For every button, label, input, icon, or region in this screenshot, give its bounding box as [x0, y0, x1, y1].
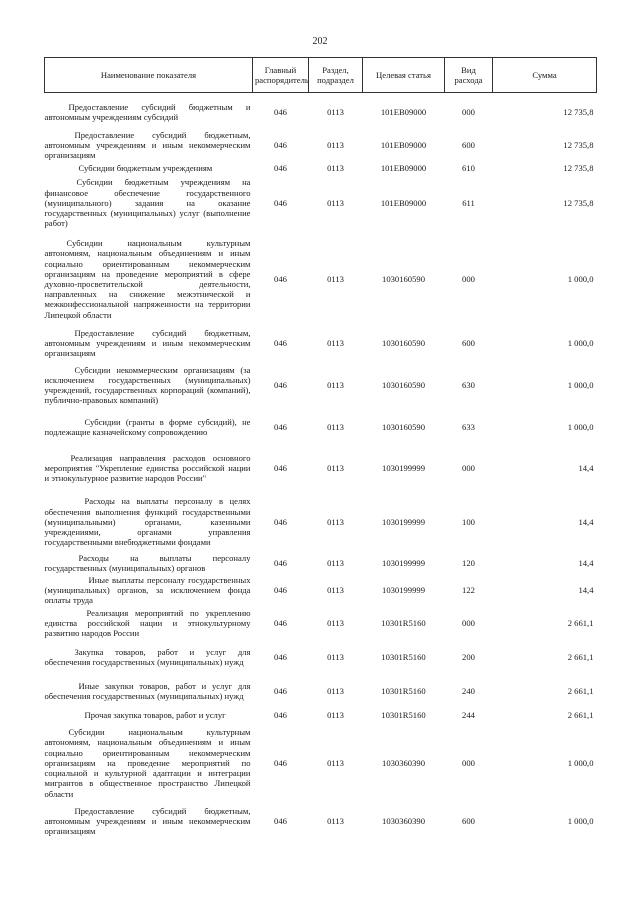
table-row	[45, 410, 597, 444]
row-article: 101EB09000	[380, 139, 427, 150]
row-section: 0113	[327, 757, 344, 768]
row-name: Расходы на выплаты персоналу государственных (муниципальных) органов	[44, 552, 251, 573]
row-grbs: 046	[274, 337, 287, 348]
row-article: 10301R5160	[381, 651, 426, 662]
row-vid: 240	[462, 685, 475, 696]
row-sum: 1 000,0	[567, 757, 594, 768]
row-name: Иные закупки товаров, работ и услуг для обеспечения государственных (муниципальных) нужд	[44, 680, 251, 701]
row-grbs: 046	[274, 685, 287, 696]
row-sum: 1 000,0	[567, 337, 594, 348]
row-section: 0113	[327, 685, 344, 696]
table-row	[45, 722, 597, 804]
row-sum: 2 661,1	[567, 709, 594, 720]
row-sum: 14,4	[578, 557, 594, 568]
row-grbs: 046	[274, 516, 287, 527]
row-vid: 122	[462, 584, 475, 595]
row-section: 0113	[327, 162, 344, 173]
row-name: Субсидии национальным культурным автономиям, национальным объединениям и иным социально ориентированным некоммерческим организациям на проведение мероприятий в сфере духовно-просветительской деятельности, направленных на снижение межэтнической и межконфессиональной напряженности на территории Липецкой области	[44, 238, 251, 320]
row-name: Расходы на выплаты персоналу в целях обеспечения выполнения функций государственными (муниципальными) органами, казенными учреждениями, органами управления государственными внебюджетными фондами	[44, 496, 251, 548]
table-row	[45, 444, 597, 492]
row-sum: 2 661,1	[567, 651, 594, 662]
row-grbs: 046	[274, 139, 287, 150]
table-row	[45, 232, 597, 326]
table-header	[45, 58, 597, 93]
row-section: 0113	[327, 106, 344, 117]
row-article: 101EB09000	[380, 162, 427, 173]
header-section: Раздел, подраздел	[309, 58, 363, 93]
row-grbs: 046	[274, 651, 287, 662]
row-article: 1030199999	[382, 516, 425, 527]
table-row	[45, 606, 597, 640]
row-article: 1030160590	[382, 379, 425, 390]
row-section: 0113	[327, 557, 344, 568]
row-article: 1030199999	[382, 557, 425, 568]
header-sum: Сумма	[493, 58, 597, 93]
row-article: 1030360390	[382, 757, 425, 768]
table-body	[45, 93, 597, 839]
row-sum: 12 735,8	[563, 197, 594, 208]
row-section: 0113	[327, 379, 344, 390]
row-name: Реализация мероприятий по укреплению единства российской нации и этнокультурному развитию народов России	[44, 607, 251, 639]
row-vid: 000	[462, 617, 475, 628]
table-row	[45, 708, 597, 722]
row-name: Прочая закупка товаров, работ и услуг	[84, 709, 226, 720]
row-vid: 120	[462, 557, 475, 568]
table-row	[45, 674, 597, 708]
row-section: 0113	[327, 197, 344, 208]
header-vid: Вид расхода	[445, 58, 493, 93]
row-name: Предоставление субсидий бюджетным, автономным учреждениям и иным некоммерческим организациям	[44, 327, 251, 359]
budget-table	[44, 57, 597, 838]
table-row	[45, 492, 597, 552]
row-sum: 12 735,8	[563, 162, 594, 173]
row-article: 1030360390	[382, 815, 425, 826]
row-vid: 610	[462, 162, 475, 173]
header-grbs: Главный распорядитель	[253, 58, 309, 93]
row-section: 0113	[327, 273, 344, 284]
row-vid: 244	[462, 709, 475, 720]
row-article: 10301R5160	[381, 709, 426, 720]
row-grbs: 046	[274, 106, 287, 117]
table-row	[45, 174, 597, 232]
row-article: 10301R5160	[381, 685, 426, 696]
row-section: 0113	[327, 584, 344, 595]
table-row	[45, 360, 597, 410]
table-row	[45, 128, 597, 162]
row-sum: 14,4	[578, 516, 594, 527]
row-grbs: 046	[274, 617, 287, 628]
row-grbs: 046	[274, 379, 287, 390]
row-grbs: 046	[274, 815, 287, 826]
table-row	[45, 640, 597, 674]
row-name: Субсидии некоммерческим организациям (за исключением государственных (муниципальных) учреждений, государственных корпораций (компаний), публично-правовых компаний)	[44, 364, 251, 406]
page-number: 202	[312, 36, 328, 47]
row-vid: 633	[462, 421, 475, 432]
row-name: Предоставление субсидий бюджетным и автономным учреждениям субсидий	[44, 101, 251, 122]
row-sum: 12 735,8	[563, 106, 594, 117]
row-grbs: 046	[274, 557, 287, 568]
row-section: 0113	[327, 139, 344, 150]
row-name: Субсидии (гранты в форме субсидий), не подлежащие казначейскому сопровождению	[44, 416, 251, 437]
row-name: Предоставление субсидий бюджетным, автономным учреждениям и иным некоммерческим организациям	[44, 805, 251, 837]
table-row	[45, 326, 597, 360]
row-article: 101EB09000	[380, 106, 427, 117]
row-section: 0113	[327, 516, 344, 527]
row-sum: 1 000,0	[567, 815, 594, 826]
row-grbs: 046	[274, 709, 287, 720]
row-grbs: 046	[274, 584, 287, 595]
row-vid: 611	[462, 197, 475, 208]
row-grbs: 046	[274, 162, 287, 173]
row-article: 1030199999	[382, 584, 425, 595]
row-section: 0113	[327, 421, 344, 432]
row-sum: 1 000,0	[567, 273, 594, 284]
row-sum: 1 000,0	[567, 421, 594, 432]
table-row	[45, 162, 597, 174]
row-vid: 630	[462, 379, 475, 390]
table-row	[45, 804, 597, 838]
row-sum: 14,4	[578, 462, 594, 473]
header-article: Целевая статья	[363, 58, 445, 93]
row-vid: 600	[462, 337, 475, 348]
row-sum: 12 735,8	[563, 139, 594, 150]
row-section: 0113	[327, 617, 344, 628]
row-section: 0113	[327, 651, 344, 662]
header-name: Наименование показателя	[45, 58, 253, 93]
row-grbs: 046	[274, 462, 287, 473]
row-grbs: 046	[274, 197, 287, 208]
budget-table-container	[44, 57, 596, 838]
row-article: 1030160590	[382, 337, 425, 348]
row-name: Иные выплаты персоналу государственных (муниципальных) органов, за исключением фонда оплаты труда	[44, 574, 251, 606]
row-name: Предоставление субсидий бюджетным, автономным учреждениям и иным некоммерческим организациям	[44, 129, 251, 161]
table-row	[45, 574, 597, 606]
row-name: Субсидии бюджетным учреждениям	[78, 162, 213, 173]
row-vid: 200	[462, 651, 475, 662]
row-name: Реализация направления расходов основного мероприятия "Укрепление единства российской нации и этнокультурное развитие народов России"	[44, 452, 251, 484]
row-vid: 000	[462, 273, 475, 284]
row-sum: 1 000,0	[567, 379, 594, 390]
row-vid: 600	[462, 139, 475, 150]
row-article: 10301R5160	[381, 617, 426, 628]
row-article: 1030160590	[382, 421, 425, 432]
row-name: Закупка товаров, работ и услуг для обеспечения государственных (муниципальных) нужд	[44, 646, 251, 667]
table-row	[45, 552, 597, 574]
row-sum: 2 661,1	[567, 685, 594, 696]
row-section: 0113	[327, 337, 344, 348]
row-grbs: 046	[274, 421, 287, 432]
table-row	[45, 96, 597, 128]
row-vid: 100	[462, 516, 475, 527]
row-sum: 2 661,1	[567, 617, 594, 628]
row-sum: 14,4	[578, 584, 594, 595]
row-vid: 000	[462, 106, 475, 117]
row-section: 0113	[327, 815, 344, 826]
row-article: 1030160590	[382, 273, 425, 284]
row-grbs: 046	[274, 757, 287, 768]
row-vid: 000	[462, 757, 475, 768]
row-name: Субсидии национальным культурным автономиям, национальным объединениям и иным социально ориентированным некоммерческим организациям на проведение мероприятий по социальной и культурной адаптации и интеграции мигрантов в общественное пространство Липецкой области	[44, 727, 251, 799]
row-grbs: 046	[274, 273, 287, 284]
row-vid: 600	[462, 815, 475, 826]
row-name: Субсидии бюджетным учреждениям на финансовое обеспечение государственного (муниципального) задания на оказание государственных (муниципальных) услуг (выполнение работ)	[44, 177, 251, 229]
row-vid: 000	[462, 462, 475, 473]
row-article: 101EB09000	[380, 197, 427, 208]
row-article: 1030199999	[382, 462, 425, 473]
row-section: 0113	[327, 709, 344, 720]
row-section: 0113	[327, 462, 344, 473]
